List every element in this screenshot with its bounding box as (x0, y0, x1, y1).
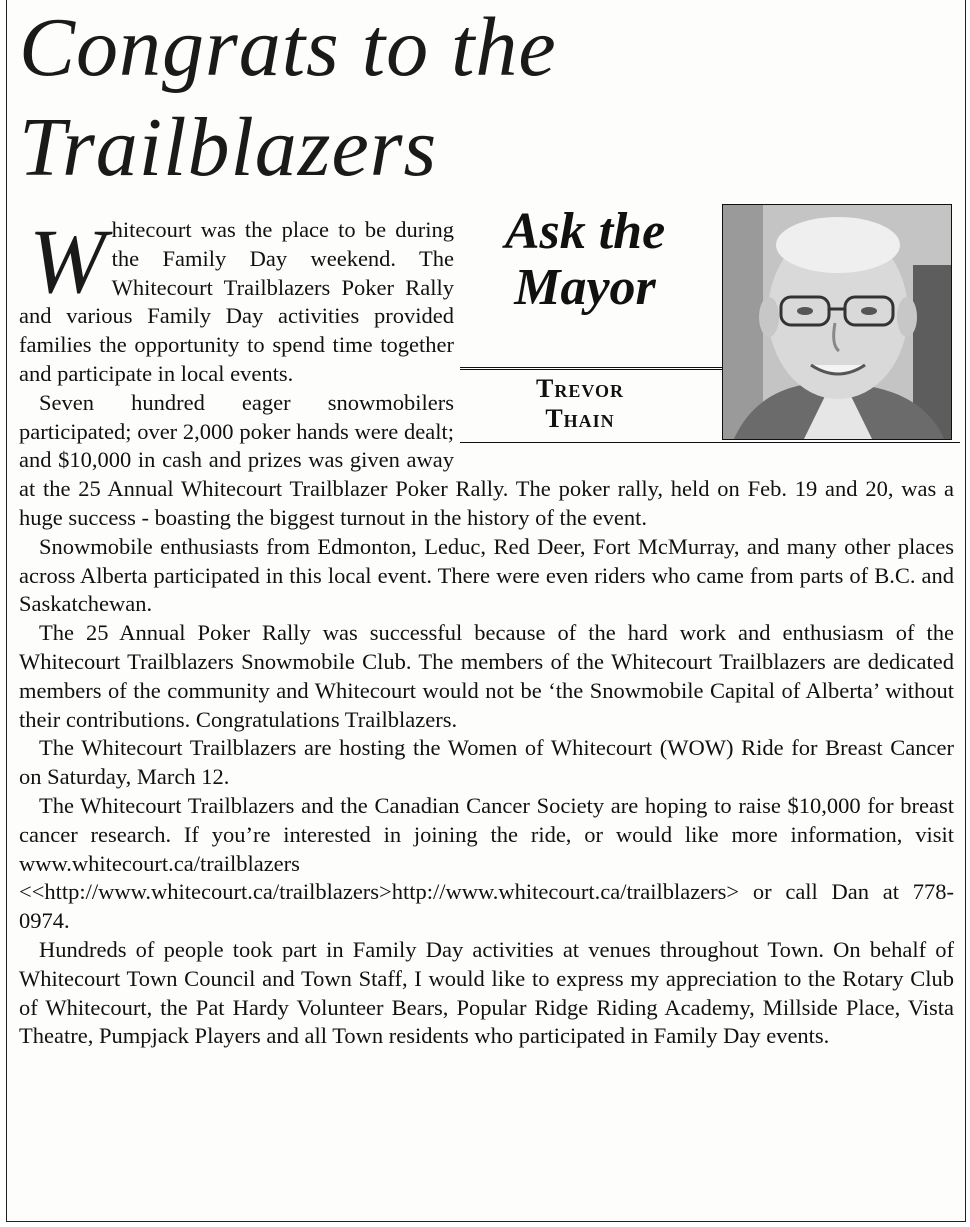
drop-cap: W (29, 210, 106, 312)
byline-first-name: Trevor (536, 374, 624, 403)
byline-last-name: Thain (545, 404, 615, 433)
headline-line-2: Trailblazers (19, 101, 438, 194)
portrait-illustration (723, 205, 952, 440)
byline (490, 374, 670, 434)
column-title (460, 204, 710, 316)
headline-line-1: Congrats to the (19, 1, 557, 94)
paragraph-3: Snowmobile enthusiasts from Edmonton, Leduc, Red Deer, Fort McMurray, and many other places across Alberta participated in this local event. There were even riders who came from parts of B.C. and Saskatchewan. (19, 533, 954, 617)
paragraph-7: Hundreds of people took part in Family Day activities at venues throughout Town. On behalf of Whitecourt Town Council and Town Staff, I would like to express my appreciation to the Rotary Club of Whitecourt, the Pat Hardy Volunteer Bears, Popular Ridge Riding Academy, Millside Place, Vista Theatre, Pumpjack Players and all Town residents who participated in Family Day events. (19, 936, 954, 1049)
headline (19, 0, 557, 198)
mayor-portrait-photo (722, 204, 952, 440)
article-body (19, 203, 954, 1051)
divider-rule (460, 367, 728, 370)
paragraph-4: The 25 Annual Poker Rally was successful because of the hard work and enthusiasm of the Whitecourt Trailblazers Snowmobile Club. The members of the Whitecourt Trailblazers are dedicated members of the community and Whitecourt would not be ‘the Snowmobile Capital of Alberta’ without their contributions. Congratulations Trailblazers. (19, 620, 954, 732)
column-header (460, 204, 960, 444)
newspaper-clipping (6, 0, 966, 1222)
paragraph-2: Seven hundred eager snowmobilers participated; over 2,000 poker hands were dealt; and $10,000 in cash and prizes was given away at the 25 Annual Whitecourt Trailblazer Poker Rally. The poker rally, held on Feb. 19 and 20, was a huge success - boasting the biggest turnout in the history of the event. (19, 389, 954, 530)
paragraph-6: The Whitecourt Trailblazers and the Canadian Cancer Society are hoping to raise $10,000 for breast cancer research. If you’re interested in joining the ride, or would like more information, visit www.whitecourt.ca/trailblazers <<http://www.whitecourt.ca/trailblazers>http://www.whitecourt.ca/trailblazers> or call Dan at 778-0974. (19, 792, 954, 934)
column-title-line-2: Mayor (514, 259, 656, 316)
column-title-line-1: Ask the (504, 203, 666, 260)
paragraph-5: The Whitecourt Trailblazers are hosting the Women of Whitecourt (WOW) Ride for Breast Cancer on Saturday, March 12. (19, 735, 954, 790)
paragraph-1-text: hitecourt was the place to be during the Family Day weekend. The Whitecourt Trailblazers Poker Rally and various Family Day activities provided families the opportunity to spend time together and participate in local events. (19, 217, 454, 386)
divider-rule-bottom (460, 442, 960, 443)
